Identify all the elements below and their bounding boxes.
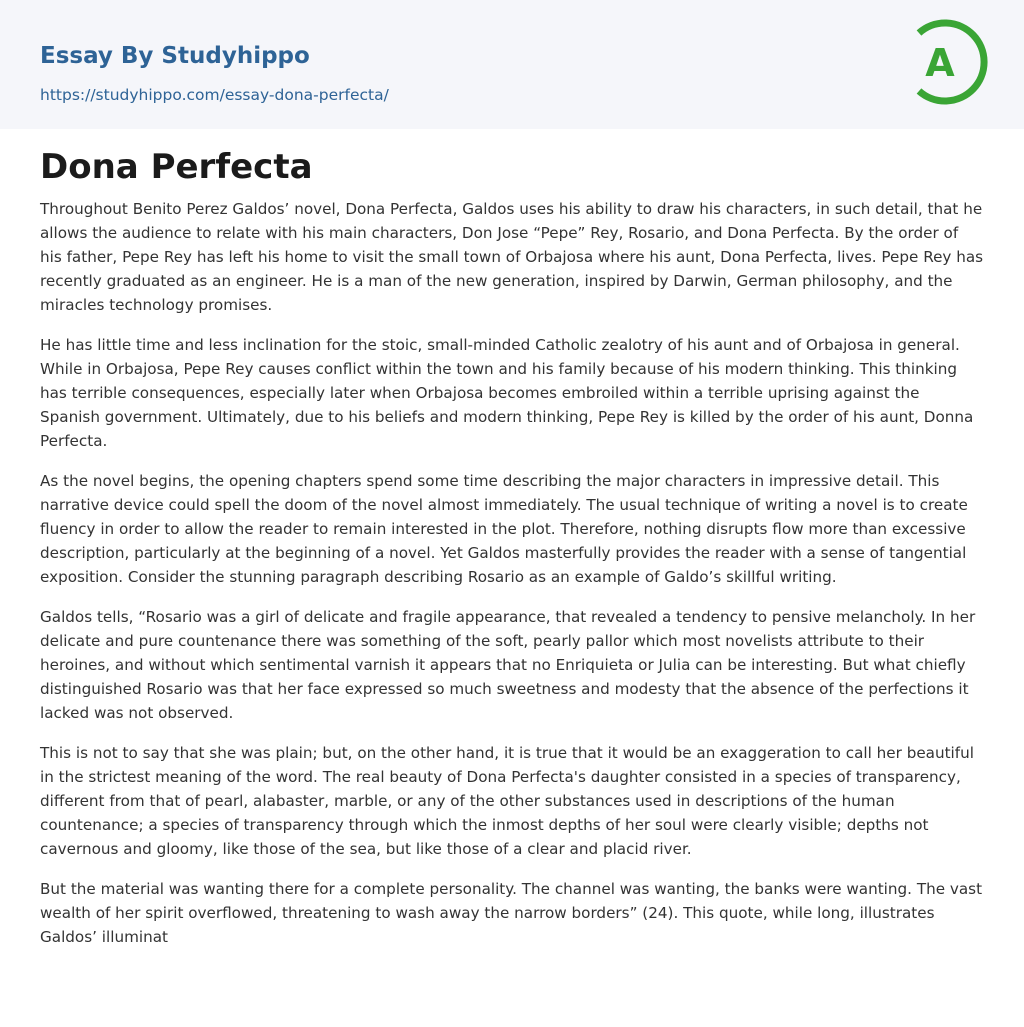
- source-url-link[interactable]: https://studyhippo.com/essay-dona-perfecta/: [40, 86, 389, 104]
- logo-letter: A: [925, 41, 955, 85]
- logo-graphic: [905, 16, 991, 108]
- studyhippo-logo-icon[interactable]: [905, 16, 991, 108]
- essay-paragraph: Throughout Benito Perez Galdos’ novel, Dona Perfecta, Galdos uses his ability to draw his characters, in such detail, that he allows the audience to relate with his main characters, Don Jose “Pepe” Rey, Rosario, and Dona Perfecta. By the order of his father, Pepe Rey has left his home to visit the small town of Orbajosa where his aunt, Dona Perfecta, lives. Pepe Rey has recently graduated as an engineer. He is a man of the new generation, inspired by Darwin, German philosophy, and the miracles technology promises.: [40, 200, 984, 314]
- essay-paragraph: But the material was wanting there for a complete personality. The channel was wanting, the banks were wanting. The vast wealth of her spirit overflowed, threatening to wash away the narrow borders” (24). This quote, while long, illustrates Galdos’ illuminat: [40, 880, 983, 946]
- page-title: Dona Perfecta: [40, 147, 313, 187]
- essay-paragraph: This is not to say that she was plain; but, on the other hand, it is true that it would be an exaggeration to call her beautiful in the strictest meaning of the word. The real beauty of Dona Perfecta's daughter consisted in a species of transparency, different from that of pearl, alabaster, marble, or any of the other substances used in descriptions of the human countenance; a species of transparency through which the inmost depths of her soul were clearly visible; depths not cavernous and gloomy, like those of the sea, but like those of a clear and placid river.: [40, 744, 974, 858]
- essay-paragraph: Galdos tells, “Rosario was a girl of delicate and fragile appearance, that revealed a tendency to pensive melancholy. In her delicate and pure countenance there was something of the soft, pearly pallor which most novelists attribute to their heroines, and without which sentimental varnish it appears that no Enriquieta or Julia can be interesting. But what chiefly distinguished Rosario was that her face expressed so much sweetness and modesty that the absence of the perfections it lacked was not observed.: [40, 608, 976, 722]
- essay-paragraph: As the novel begins, the opening chapters spend some time describing the major characters in impressive detail. This narrative device could spell the doom of the novel almost immediately. The usual technique of writing a novel is to create fluency in order to allow the reader to remain interested in the plot. Therefore, nothing disrupts flow more than excessive description, particularly at the beginning of a novel. Yet Galdos masterfully provides the reader with a sense of tangential exposition. Consider the stunning paragraph describing Rosario as an example of Galdo’s skillful writing.: [40, 472, 968, 586]
- essay-paragraph: He has little time and less inclination for the stoic, small-minded Catholic zealotry of his aunt and of Orbajosa in general. While in Orbajosa, Pepe Rey causes conflict within the town and his family because of his modern thinking. This thinking has terrible consequences, especially later when Orbajosa becomes embroiled within a terrible uprising against the Spanish government. Ultimately, due to his beliefs and modern thinking, Pepe Rey is killed by the order of his aunt, Donna Perfecta.: [40, 336, 974, 450]
- brand-title[interactable]: Essay By Studyhippo: [40, 43, 310, 69]
- page-header: [0, 0, 1024, 129]
- essay-content: [40, 143, 984, 965]
